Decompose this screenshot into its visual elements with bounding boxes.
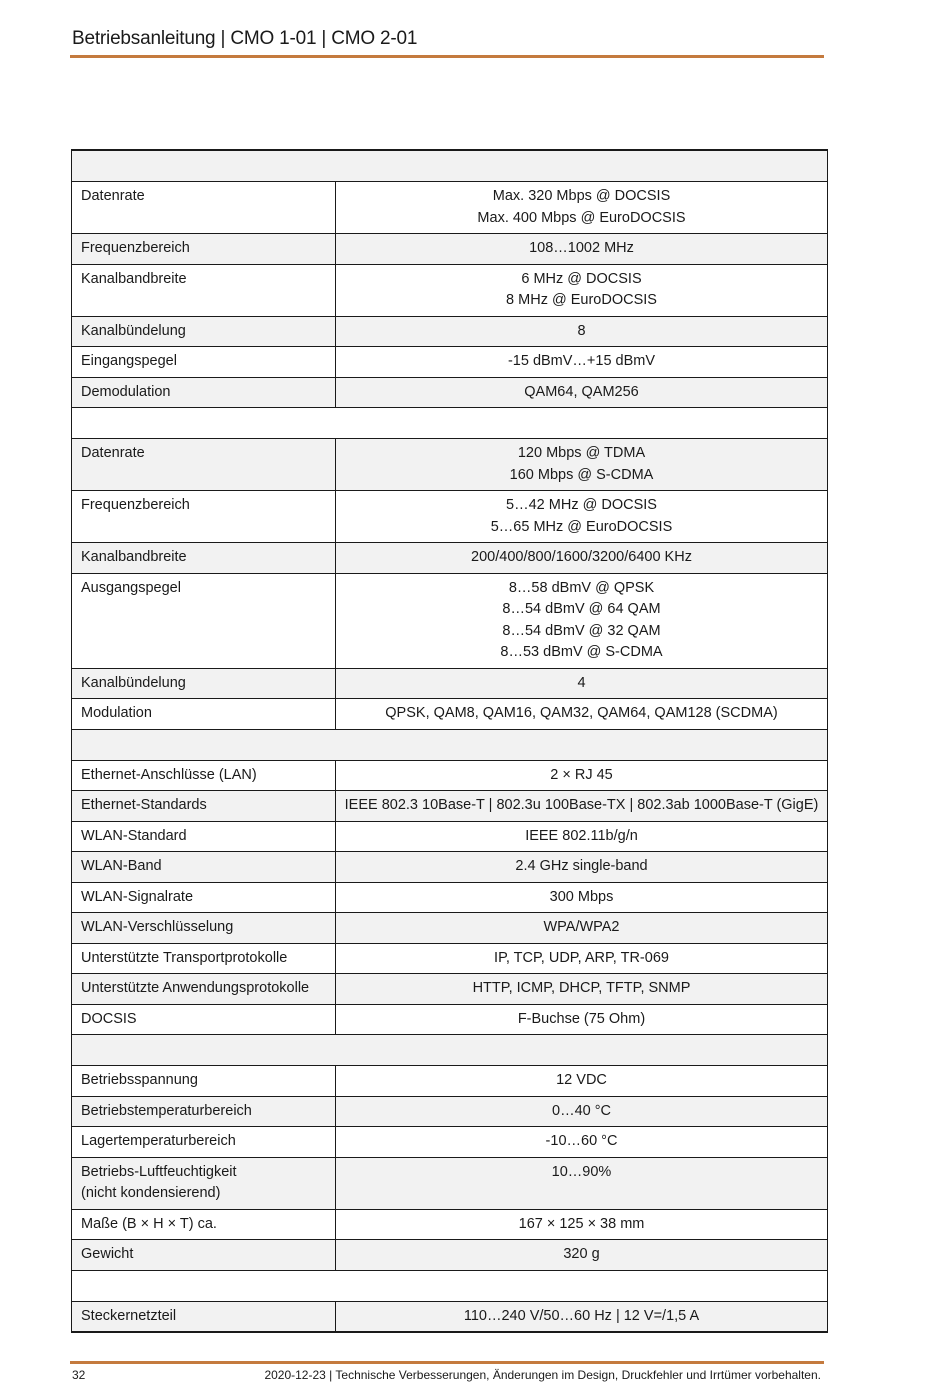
spec-label: Ethernet-Standards (72, 791, 336, 822)
spec-value: 0…40 °C (336, 1096, 828, 1127)
page-title: Betriebsanleitung | CMO 1-01 | CMO 2-01 (72, 28, 418, 49)
table-row (72, 264, 828, 316)
spec-label: Unterstützte Transportprotokolle (72, 943, 336, 974)
spec-label: Betriebstemperaturbereich (72, 1096, 336, 1127)
spec-value: WPA/WPA2 (336, 913, 828, 944)
spec-label: WLAN-Standard (72, 821, 336, 852)
table-row (72, 347, 828, 378)
spec-label: WLAN-Signalrate (72, 882, 336, 913)
spec-value: -15 dBmV…+15 dBmV (336, 347, 828, 378)
section-row (72, 150, 828, 182)
spec-value: 10…90% (336, 1157, 828, 1209)
spec-label: Kanalbandbreite (72, 543, 336, 574)
page-number: 32 (72, 1368, 86, 1382)
spec-label: Frequenzbereich (72, 491, 336, 543)
spec-value: 8…58 dBmV @ QPSK 8…54 dBmV @ 64 QAM 8…54 dBmV @ 32 QAM 8…53 dBmV @ S-CDMA (336, 573, 828, 668)
section-row (72, 1035, 828, 1066)
section-row (72, 408, 828, 439)
spec-label: Kanalbandbreite (72, 264, 336, 316)
spec-value: 6 MHz @ DOCSIS 8 MHz @ EuroDOCSIS (336, 264, 828, 316)
spec-value: 300 Mbps (336, 882, 828, 913)
spec-value: QAM64, QAM256 (336, 377, 828, 408)
spec-label: Unterstützte Anwendungsprotokolle (72, 974, 336, 1005)
spec-label: Ausgangspegel (72, 573, 336, 668)
spec-value: 120 Mbps @ TDMA 160 Mbps @ S-CDMA (336, 439, 828, 491)
footer-divider (70, 1361, 824, 1364)
specifications-table (71, 149, 828, 1333)
spec-value: 167 × 125 × 38 mm (336, 1209, 828, 1240)
spec-label: Frequenzbereich (72, 234, 336, 265)
table-row (72, 1004, 828, 1035)
spec-value: -10…60 °C (336, 1127, 828, 1158)
spec-value: 4 (336, 668, 828, 699)
spec-label: Betriebs-Luftfeuchtigkeit (nicht kondensierend) (72, 1157, 336, 1209)
table-row (72, 821, 828, 852)
footer-disclaimer: 2020-12-23 | Technische Verbesserungen, Änderungen im Design, Druckfehler und Irrtümer vorbehalten. (264, 1368, 821, 1382)
spec-value: IEEE 802.3 10Base-T | 802.3u 100Base-TX | 802.3ab 1000Base-T (GigE) (336, 791, 828, 822)
section-row (72, 1270, 828, 1301)
spec-value: 12 VDC (336, 1066, 828, 1097)
spec-label: Ethernet-Anschlüsse (LAN) (72, 760, 336, 791)
table-row (72, 699, 828, 730)
spec-label: Demodulation (72, 377, 336, 408)
section-cell (72, 729, 828, 760)
spec-label: WLAN-Verschlüsselung (72, 913, 336, 944)
header-divider (70, 55, 824, 58)
table-row (72, 316, 828, 347)
section-row (72, 729, 828, 760)
spec-value: HTTP, ICMP, DHCP, TFTP, SNMP (336, 974, 828, 1005)
spec-label: Modulation (72, 699, 336, 730)
spec-value: F-Buchse (75 Ohm) (336, 1004, 828, 1035)
spec-value: Max. 320 Mbps @ DOCSIS Max. 400 Mbps @ EuroDOCSIS (336, 182, 828, 234)
spec-label: Steckernetzteil (72, 1301, 336, 1332)
table-row (72, 913, 828, 944)
table-row (72, 377, 828, 408)
spec-label: Betriebsspannung (72, 1066, 336, 1097)
table-row (72, 668, 828, 699)
table-row (72, 1209, 828, 1240)
specifications-table-body (72, 150, 828, 1332)
table-row (72, 491, 828, 543)
spec-label: Kanalbündelung (72, 668, 336, 699)
section-cell (72, 408, 828, 439)
spec-value: 200/400/800/1600/3200/6400 KHz (336, 543, 828, 574)
spec-label: Eingangspegel (72, 347, 336, 378)
spec-value: 110…240 V/50…60 Hz | 12 V=/1,5 A (336, 1301, 828, 1332)
table-row (72, 882, 828, 913)
section-cell (72, 1035, 828, 1066)
spec-value: QPSK, QAM8, QAM16, QAM32, QAM64, QAM128 (SCDMA) (336, 699, 828, 730)
table-row (72, 852, 828, 883)
section-cell (72, 1270, 828, 1301)
spec-value: 5…42 MHz @ DOCSIS 5…65 MHz @ EuroDOCSIS (336, 491, 828, 543)
spec-label: WLAN-Band (72, 852, 336, 883)
section-cell (72, 150, 828, 182)
spec-label: Datenrate (72, 439, 336, 491)
table-row (72, 439, 828, 491)
spec-label: Maße (B × H × T) ca. (72, 1209, 336, 1240)
table-row (72, 1096, 828, 1127)
spec-label: Datenrate (72, 182, 336, 234)
table-row (72, 974, 828, 1005)
spec-label: Gewicht (72, 1240, 336, 1271)
table-row (72, 1240, 828, 1271)
table-row (72, 1127, 828, 1158)
spec-value: 2 × RJ 45 (336, 760, 828, 791)
table-row (72, 234, 828, 265)
spec-value: 108…1002 MHz (336, 234, 828, 265)
table-row (72, 943, 828, 974)
table-row (72, 760, 828, 791)
table-row (72, 573, 828, 668)
table-row (72, 182, 828, 234)
table-row (72, 1066, 828, 1097)
table-row (72, 1157, 828, 1209)
spec-value: 2.4 GHz single-band (336, 852, 828, 883)
table-row (72, 1301, 828, 1332)
spec-value: 8 (336, 316, 828, 347)
spec-value: IP, TCP, UDP, ARP, TR-069 (336, 943, 828, 974)
spec-value: 320 g (336, 1240, 828, 1271)
spec-label: Lagertemperaturbereich (72, 1127, 336, 1158)
spec-label: Kanalbündelung (72, 316, 336, 347)
spec-label: DOCSIS (72, 1004, 336, 1035)
table-row (72, 543, 828, 574)
spec-value: IEEE 802.11b/g/n (336, 821, 828, 852)
table-row (72, 791, 828, 822)
